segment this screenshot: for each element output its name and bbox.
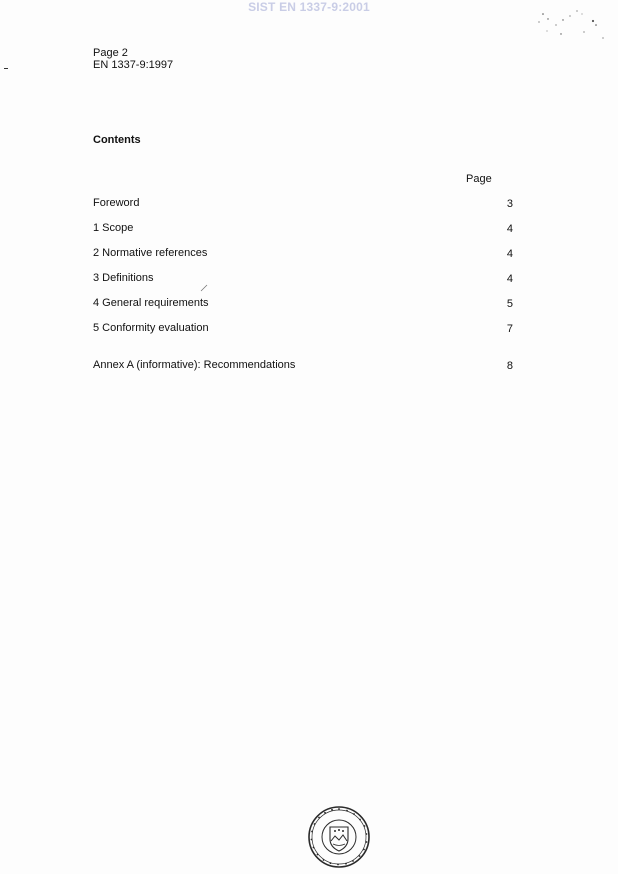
toc-entry-title: Foreword: [93, 197, 140, 209]
standard-id: EN 1337-9:1997: [93, 59, 174, 71]
toc-entry-page: 4: [506, 273, 513, 285]
margin-mark: [4, 68, 8, 69]
toc-entry-page: 4: [506, 248, 513, 260]
toc-entry-title: 2 Normative references: [93, 247, 208, 259]
page-column-label: Page: [466, 173, 492, 185]
page-header: [93, 47, 173, 71]
toc-entry-page: 4: [506, 223, 513, 235]
toc-entry-foreword: [93, 197, 513, 211]
pen-mark-icon: [200, 284, 208, 292]
toc-entry-general-requirements: [93, 297, 513, 311]
toc-entry-title: 4 General requirements: [93, 297, 209, 309]
toc-entry-definitions: [93, 272, 513, 286]
toc-entry-annex-a: [93, 359, 513, 373]
toc-entry-title: Annex A (informative): Recommendations: [93, 359, 296, 371]
toc-entry-page: 7: [506, 323, 513, 335]
toc-entry-page: 5: [506, 298, 513, 310]
toc-entry-title: 5 Conformity evaluation: [93, 322, 209, 334]
toc-entry-conformity-evaluation: [93, 322, 513, 336]
page-number: Page 2: [93, 47, 128, 59]
toc-entry-scope: [93, 222, 513, 236]
toc-entry-page: 8: [506, 360, 513, 372]
scan-speckles-icon: [530, 6, 610, 46]
toc-entry-title: 1 Scope: [93, 222, 134, 234]
toc-entry-normative-references: [93, 247, 513, 261]
toc-entry-title: 3 Definitions: [93, 272, 154, 284]
contents-heading: Contents: [93, 134, 141, 146]
official-stamp-seal-icon: [307, 805, 371, 869]
toc-entry-page: 3: [506, 198, 513, 210]
watermark: SIST EN 1337-9:2001: [248, 0, 370, 14]
